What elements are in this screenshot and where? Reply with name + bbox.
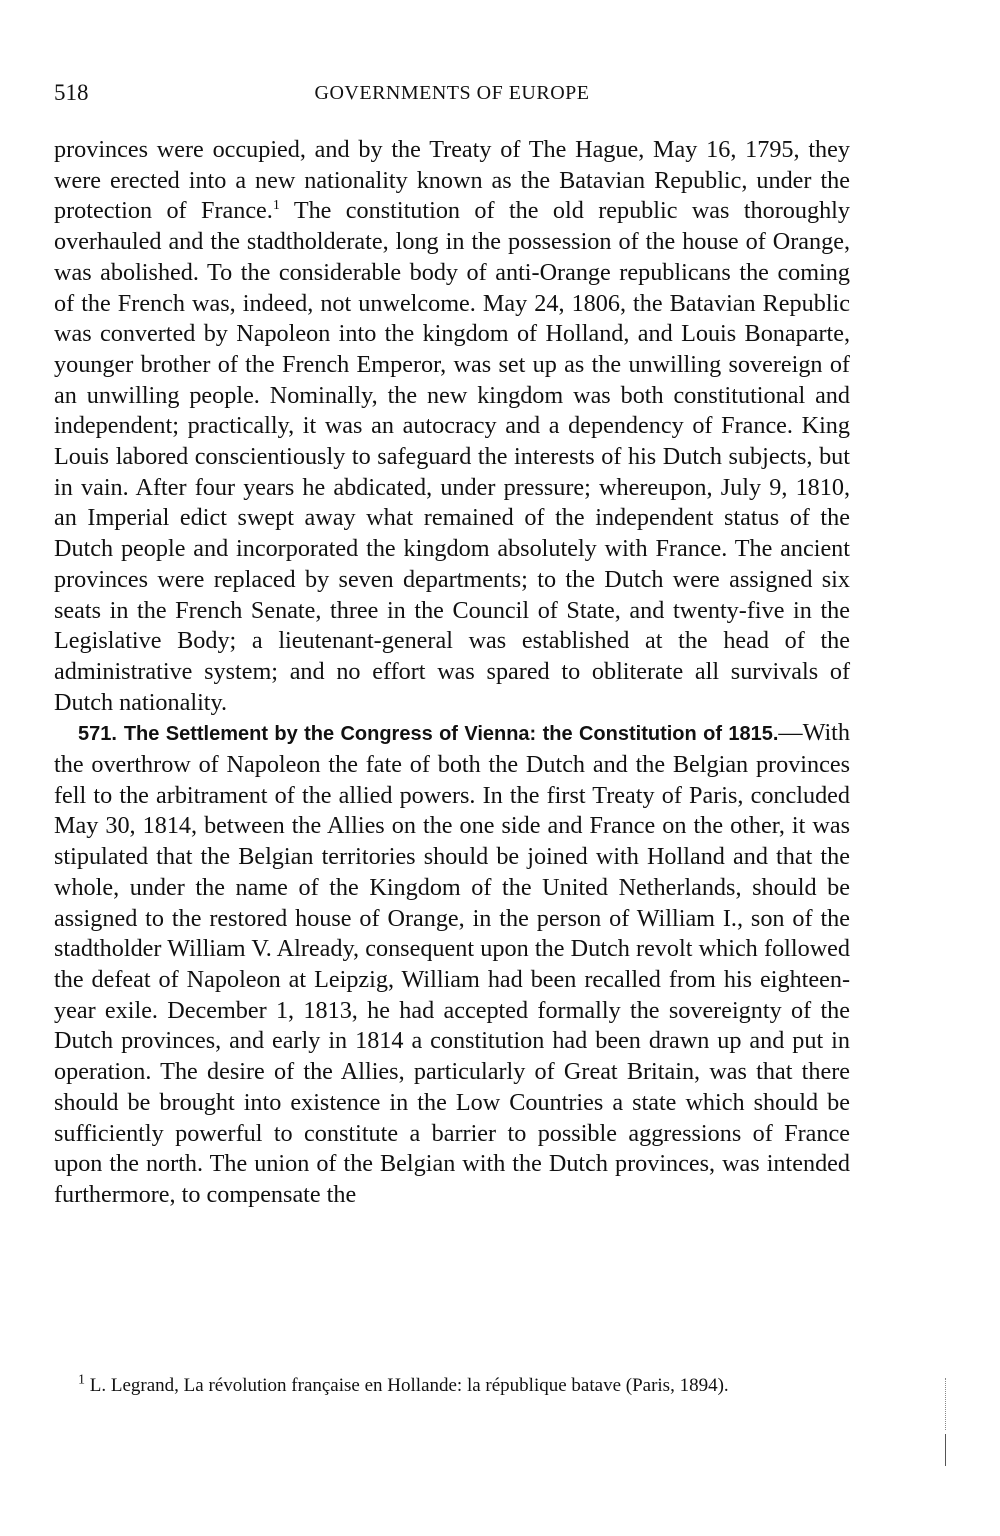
margin-scan-marks bbox=[944, 1378, 948, 1468]
section-text: —With the overthrow of Napoleon the fate of both the Dutch and the Belgian provinces fell to the arbitrament of the allied powers. In the first Treaty of Paris, concluded May 30, 1814, between the Allies on the one side and France on the other, it was stipulated that the Belgian territories should be joined with Holland and that the whole, under the name of the Kingdom of the United Netherlands, should be assigned to the restored house of Orange, in the person of William I., son of the stadtholder William V. Already, consequent upon the Dutch revolt which followed the defeat of Napoleon at Leipzig, William had been recalled from his eighteen-year exile. December 1, 1813, he had accepted formally the sovereignty of the Dutch provinces, and early in 1814 a constitution had been drawn up and put in operation. The desire of the Allies, particularly of Great Britain, was that there should be brought into existence in the Low Countries a state which should be sufficiently powerful to constitute a barrier to possible aggressions of France upon the north. The union of the Belgian with the Dutch provinces, was intended furthermore, to compensate the bbox=[54, 719, 850, 1208]
page-number: 518 bbox=[54, 80, 89, 105]
paragraph-text: provinces were occupied, and by the Treaty of The Hague, May 16, 1795, they were erected into a new nationality known as the Batavian Republic, under the protection of France. bbox=[54, 136, 850, 225]
margin-line-mark bbox=[945, 1434, 946, 1466]
running-title: GOVERNMENTS OF EUROPE bbox=[314, 82, 590, 104]
main-text bbox=[54, 135, 850, 1211]
paragraph-continued bbox=[54, 135, 850, 718]
footnote-text: L. Legrand, La révolution française en Hollande: la république batave (Paris, 1894). bbox=[85, 1375, 729, 1396]
page-header bbox=[54, 80, 850, 110]
margin-dotted-mark bbox=[945, 1378, 947, 1430]
footnote-marker: 1 bbox=[78, 1372, 85, 1388]
paragraph-text: The constitution of the old republic was thoroughly overhauled and the stadtholderate, long in the possession of the house of Orange, was abolished. To the considerable body of anti-Orange republicans the coming of the French was, indeed, not unwelcome. May 24, 1806, the Batavian Republic was converted by Napoleon into the kingdom of Holland, and Louis Bonaparte, younger brother of the French Emperor, was set up as the unwilling sovereign of an unwilling people. Nominally, the new kingdom was both constitutional and independent; practically, it was an autocracy and a dependency of France. King Louis labored conscientiously to safeguard the interests of his Dutch subjects, but in vain. After four years he abdicated, under pressure; whereupon, July 9, 1810, an Imperial edict swept away what remained of the independent status of the Dutch people and incorporated the kingdom absolutely with France. The ancient provinces were replaced by seven departments; to the Dutch were assigned six seats in the French Senate, three in the Council of State, and twenty-five in the Legislative Body; a lieutenant-general was established at the head of the administrative system; and no effort was spared to obliterate all survivals of Dutch nationality. bbox=[54, 197, 850, 716]
section-number: 571. bbox=[78, 723, 117, 746]
section-heading: The Settlement by the Congress of Vienna: the Constitution of 1815. bbox=[123, 723, 779, 746]
footnote bbox=[54, 1373, 850, 1398]
section-paragraph bbox=[54, 718, 850, 1210]
footnote-reference: 1 bbox=[272, 198, 280, 214]
